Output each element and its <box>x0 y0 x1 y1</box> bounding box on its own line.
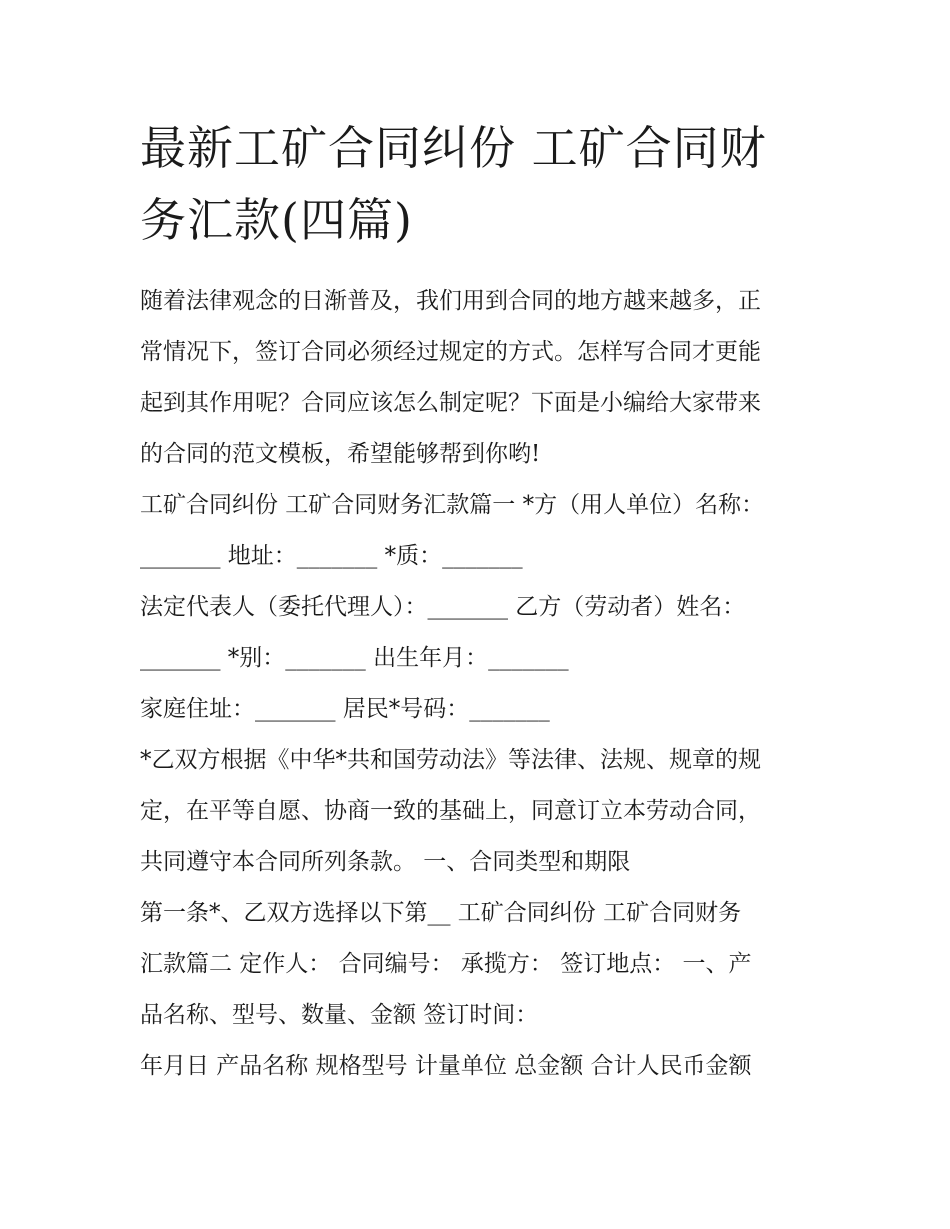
intro-line-2: 常情况下，签订合同必须经过规定的方式。怎样写合同才更能 <box>140 339 761 365</box>
intro-line-4: 的合同的范文模板，希望能够帮到你哟! <box>140 441 541 467</box>
title-line-2: 务汇款(四篇) <box>140 193 413 247</box>
body-line-6: *乙双方根据《中华*共和国劳动法》等法律、法规、规章的规 <box>140 747 761 773</box>
body-line-4: _______ *别：_______ 出生年月：_______ <box>140 645 569 671</box>
body-line-8: 共同遵守本合同所列条款。 一、合同类型和期限 <box>140 849 631 875</box>
body-line-5: 家庭住址：_______ 居民*号码：_______ <box>140 696 550 722</box>
body-line-11: 品名称、型号、数量、金额 签订时间： <box>140 1002 539 1028</box>
intro-line-3: 起到其作用呢？合同应该怎么制定呢？下面是小编给大家带来 <box>140 390 761 416</box>
title-line-1: 最新工矿合同纠份 工矿合同财 <box>140 121 767 175</box>
body-line-7: 定，在平等自愿、协商一致的基础上，同意订立本劳动合同， <box>140 798 761 824</box>
body-line-2: _______ 地址：_______ *质：_______ <box>140 543 523 569</box>
body-line-12: 年月日 产品名称 规格型号 计量单位 总金额 合计人民币金额 <box>140 1053 752 1079</box>
contract-body <box>140 480 820 1092</box>
intro-line-1: 随着法律观念的日渐普及，我们用到合同的地方越来越多，正 <box>140 288 761 314</box>
intro-paragraph <box>140 276 820 480</box>
body-line-10: 汇款篇二 定作人： 合同编号： 承揽方： 签订地点： 一、产 <box>140 951 752 977</box>
body-line-9: 第一条*、乙双方选择以下第__ 工矿合同纠份 工矿合同财务 <box>140 900 742 926</box>
body-line-3: 法定代表人（委托代理人）：_______ 乙方（劳动者）姓名： <box>140 594 746 620</box>
document-title <box>140 112 830 256</box>
body-line-1: 工矿合同纠份 工矿合同财务汇款篇一 *方（用人单位）名称： <box>140 492 765 518</box>
